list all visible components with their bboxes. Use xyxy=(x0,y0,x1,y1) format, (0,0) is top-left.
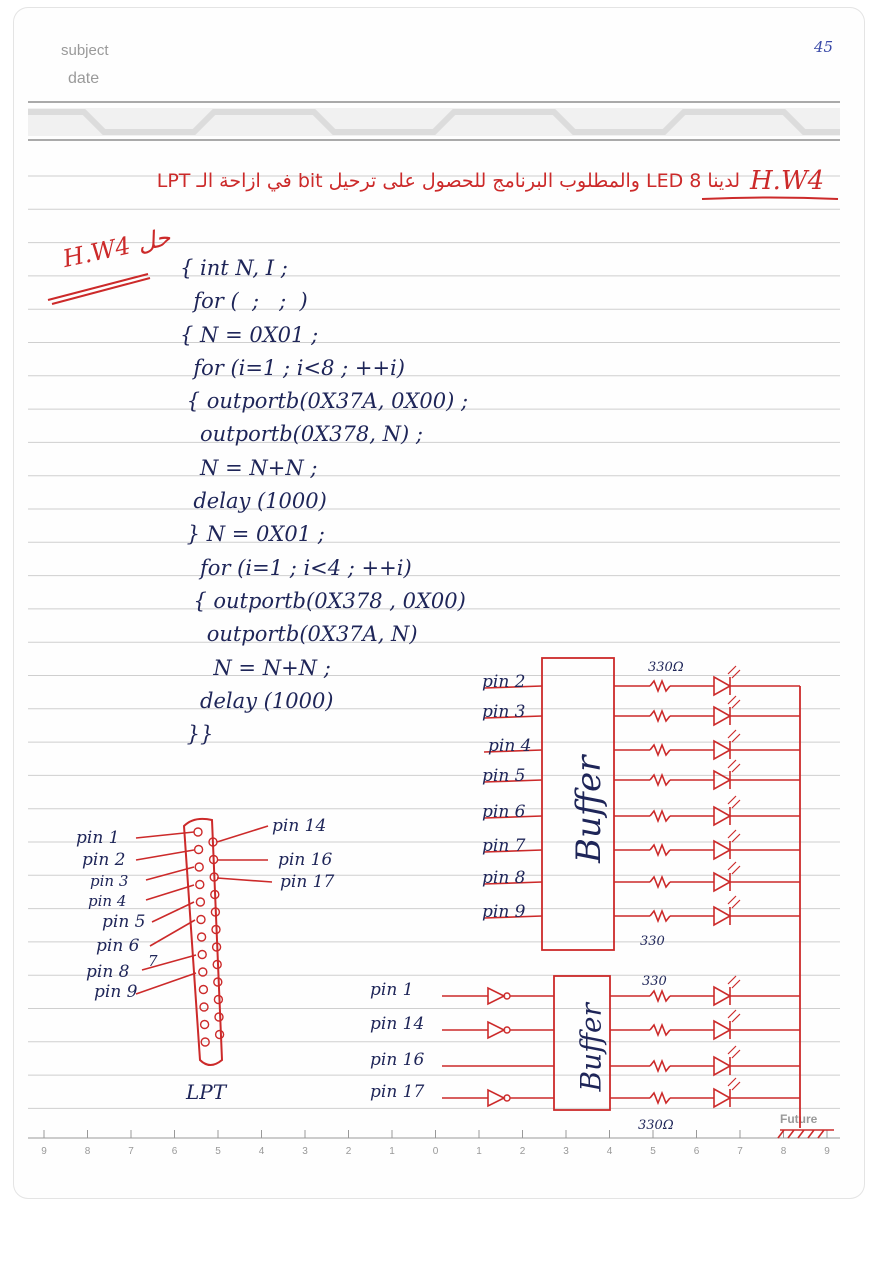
lpt-left-pin: pin 3 xyxy=(90,872,129,890)
resistor-label-bottom-end: 330Ω xyxy=(638,1118,674,1133)
code-line: for (i=1 ; i<8 ; ++i) xyxy=(180,355,405,380)
led-diode xyxy=(714,1057,730,1075)
ruler-number: 2 xyxy=(345,1146,352,1157)
code-line: delay (1000) xyxy=(180,489,327,514)
code-line: N = N+N ; xyxy=(180,455,318,480)
resistor xyxy=(650,1093,670,1103)
code-line: { N = 0X01 ; xyxy=(180,322,319,347)
lpt-left-pin-extra: 7 xyxy=(148,952,158,970)
led-diode xyxy=(714,1089,730,1107)
inverter-gate xyxy=(488,988,504,1004)
solution-label: H.W4 حل xyxy=(60,222,173,274)
circuit-top-pin-label: pin 5 xyxy=(482,766,526,786)
ruler-number: 2 xyxy=(519,1146,526,1157)
resistor xyxy=(650,991,670,1001)
resistor xyxy=(650,1025,670,1035)
code-line: delay (1000) xyxy=(180,688,334,713)
resistor xyxy=(650,1061,670,1071)
led-diode xyxy=(714,841,730,859)
lpt-left-pin: pin 6 xyxy=(96,936,140,956)
ruler-number: 7 xyxy=(128,1146,134,1157)
code-line: for (i=1 ; i<4 ; ++i) xyxy=(180,555,412,580)
ruler-number: 9 xyxy=(824,1146,830,1157)
homework-question-text: لدينا 8 LED والمطلوب البرنامج للحصول على ترحيل bit في ازاحة الـ LPT xyxy=(156,170,740,192)
ruler-number: 0 xyxy=(432,1146,439,1157)
resistor xyxy=(650,775,670,785)
code-line: outportb(0X378, N) ; xyxy=(180,422,423,447)
led-diode xyxy=(714,741,730,759)
circuit-top-pin-label: pin 3 xyxy=(482,702,526,722)
subject-label: subject xyxy=(61,42,109,59)
page-number: 45 xyxy=(814,38,834,56)
inverter-gate xyxy=(488,1090,504,1106)
resistor xyxy=(650,811,670,821)
lpt-right-pin: pin 17 xyxy=(280,872,335,892)
ruler-number: 5 xyxy=(215,1146,221,1157)
ground-symbol xyxy=(778,1130,834,1138)
resistor xyxy=(650,877,670,887)
code-line: N = N+N ; xyxy=(180,655,331,680)
date-label: date xyxy=(68,70,100,87)
code-line: { int N, I ; xyxy=(180,256,288,280)
code-line: outportb(0X37A, N) xyxy=(180,622,418,647)
led-diode xyxy=(714,707,730,725)
circuit-bottom-pin-label: pin 1 xyxy=(370,980,414,1000)
ruler-number: 9 xyxy=(41,1146,47,1157)
buffer-bottom-label: Buffer xyxy=(574,1003,608,1092)
lpt-left-pin: pin 9 xyxy=(94,982,138,1002)
ruler-number: 4 xyxy=(258,1146,265,1157)
ruler-number: 7 xyxy=(737,1146,743,1157)
led-diode xyxy=(714,771,730,789)
ruler-number: 4 xyxy=(606,1146,613,1157)
circuit-top-pin-label: pin 6 xyxy=(482,802,526,822)
resistor-label-top-bottom: 330 xyxy=(640,934,665,949)
code-line: { outportb(0X378 , 0X00) xyxy=(180,588,466,613)
ruler-number: 6 xyxy=(171,1146,178,1157)
led-diode xyxy=(714,1021,730,1039)
led-diode xyxy=(714,907,730,925)
ruler-number: 3 xyxy=(302,1146,308,1157)
ruler-number: 1 xyxy=(476,1146,482,1157)
inverter-gate xyxy=(488,1022,504,1038)
notebook-page xyxy=(14,8,864,1198)
circuit-top-pin-label: pin 4 xyxy=(488,736,532,756)
code-line: { outportb(0X37A, 0X00) ; xyxy=(180,389,469,414)
ruler-number: 8 xyxy=(84,1146,91,1157)
circuit-top-pin-label: pin 2 xyxy=(482,672,526,692)
circuit-top-pin-label: pin 7 xyxy=(482,836,526,856)
code-line: } N = 0X01 ; xyxy=(180,522,325,547)
ruler-number: 5 xyxy=(650,1146,656,1157)
lpt-left-pin: pin 2 xyxy=(82,850,126,870)
resistor xyxy=(650,911,670,921)
lpt-left-pin: pin 5 xyxy=(102,912,146,932)
circuit-top-pin-label: pin 8 xyxy=(482,868,526,888)
circuit-drawing xyxy=(442,658,834,1138)
lpt-left-pin: pin 8 xyxy=(86,962,130,982)
ruler-number: 8 xyxy=(780,1146,787,1157)
ruler-number: 6 xyxy=(693,1146,700,1157)
code-line: }} xyxy=(180,722,214,747)
led-diode xyxy=(714,807,730,825)
circuit-bottom-pin-label: pin 14 xyxy=(370,1014,425,1034)
resistor xyxy=(650,845,670,855)
brand-logo: Future xyxy=(780,1112,818,1126)
lpt-right-pin: pin 16 xyxy=(278,850,333,870)
homework-number: H.W4 xyxy=(750,166,825,196)
led-diode xyxy=(714,677,730,695)
circuit-bottom-pin-label: pin 17 xyxy=(370,1082,425,1102)
resistor-label-bottom: 330 xyxy=(642,974,667,989)
led-diode xyxy=(714,873,730,891)
lpt-right-pin: pin 14 xyxy=(272,816,327,836)
lpt-left-pin: pin 4 xyxy=(88,892,127,910)
lpt-left-pin: pin 1 xyxy=(76,828,120,848)
resistor xyxy=(650,681,670,691)
resistor xyxy=(650,711,670,721)
ruler-number: 3 xyxy=(563,1146,569,1157)
resistor xyxy=(650,745,670,755)
code-line: for ( ; ; ) xyxy=(180,289,308,314)
lpt-label: LPT xyxy=(186,1080,227,1104)
circuit-bottom-pin-label: pin 16 xyxy=(370,1050,425,1070)
led-diode xyxy=(714,987,730,1005)
ruler-number: 1 xyxy=(389,1146,395,1157)
buffer-top-label: Buffer xyxy=(569,755,609,863)
circuit-top-pin-label: pin 9 xyxy=(482,902,526,922)
resistor-label-top: 330Ω xyxy=(648,660,684,675)
circuit-diagram xyxy=(14,8,864,1198)
